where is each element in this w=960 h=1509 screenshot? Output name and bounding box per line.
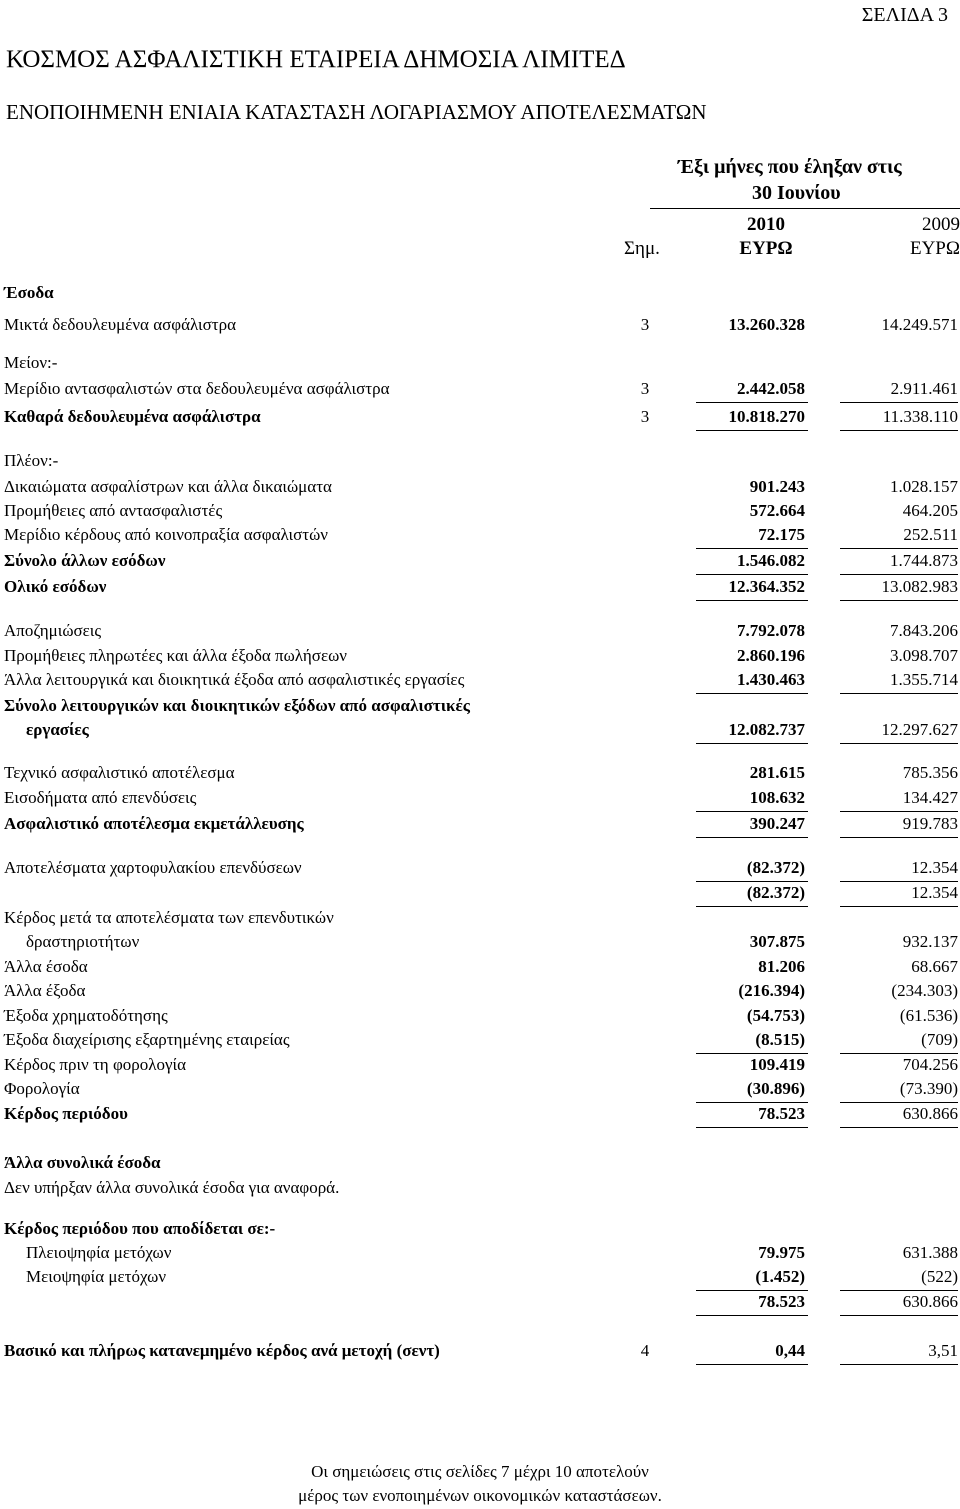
statement-row <box>0 352 960 374</box>
value-2009: 68.667 <box>911 957 958 976</box>
underline-2010 <box>696 574 808 575</box>
row-label: Προμήθειες από αντασφαλιστές <box>4 501 223 520</box>
statement-row <box>0 476 960 498</box>
value-2009: 134.427 <box>902 788 958 807</box>
value-2010: 10.818.270 <box>728 407 805 426</box>
value-2010: 78.523 <box>758 1292 805 1311</box>
row-label: Έξοδα χρηματοδότησης <box>4 1006 168 1025</box>
value-2010: 390.247 <box>749 814 805 833</box>
underline-2010 <box>696 600 808 601</box>
row-label: Καθαρά δεδουλευμένα ασφάλιστρα <box>4 407 261 426</box>
value-2010: 572.664 <box>749 501 805 520</box>
value-2010: 2.860.196 <box>737 646 805 665</box>
value-2009: 1.744.873 <box>890 551 958 570</box>
row-label: Μερίδιο αντασφαλιστών στα δεδουλευμένα ασφάλιστρα <box>4 379 390 398</box>
statement-row <box>0 378 960 400</box>
row-note: 3 <box>640 315 650 334</box>
row-label: Μερίδιο κέρδους από κοινοπραξία ασφαλιστών <box>4 525 328 544</box>
footer-note-line2: μέρος των ενοποιημένων οικονομικών καταστάσεων. <box>298 1486 662 1505</box>
statement-row <box>0 1054 960 1076</box>
row-label: Αποζημιώσεις <box>4 621 102 640</box>
value-2010: (82.372) <box>746 883 805 902</box>
row-label: Άλλα συνολικά έσοδα <box>4 1153 161 1172</box>
statement-row <box>0 1266 960 1288</box>
value-2009: 2.911.461 <box>890 379 958 398</box>
value-2010: 13.260.328 <box>728 315 805 334</box>
row-label: Κέρδος μετά τα αποτελέσματα των επενδυτικών <box>4 908 334 927</box>
statement-row <box>0 550 960 572</box>
statement-row <box>0 1340 960 1362</box>
value-2010: 12.082.737 <box>728 720 805 739</box>
row-label: Μικτά δεδουλευμένα ασφάλιστρα <box>4 315 236 334</box>
underline-2010 <box>696 1315 808 1316</box>
row-label: Έξοδα διαχείρισης εξαρτημένης εταιρείας <box>4 1030 290 1049</box>
value-2010: 1.430.463 <box>737 670 805 689</box>
row-label: Δικαιώματα ασφαλίστρων και άλλα δικαιώματα <box>4 477 332 496</box>
value-2009: 1.028.157 <box>890 477 958 496</box>
row-label: Τεχνικό ασφαλιστικό αποτέλεσμα <box>4 763 235 782</box>
row-label: Εισοδήματα από επενδύσεις <box>4 788 197 807</box>
underline-2010 <box>696 402 808 403</box>
value-2009: 630.866 <box>902 1292 958 1311</box>
value-2010: (1.452) <box>755 1267 805 1286</box>
underline-2009 <box>840 743 958 744</box>
value-2009: 3.098.707 <box>890 646 958 665</box>
row-label: Μείον:- <box>4 353 58 372</box>
value-2009: 12.354 <box>911 883 958 902</box>
value-2010: 78.523 <box>758 1104 805 1123</box>
row-label: Ασφαλιστικό αποτέλεσμα εκμετάλλευσης <box>4 814 304 833</box>
value-2009: (73.390) <box>899 1079 958 1098</box>
value-2009: 252.511 <box>903 525 958 544</box>
value-2009: 919.783 <box>902 814 958 833</box>
statement-row <box>0 857 960 879</box>
value-2010: 281.615 <box>749 763 805 782</box>
underline-2010 <box>696 430 808 431</box>
period-heading: Έξι μήνες που έληξαν στις <box>678 156 902 178</box>
value-2009: 932.137 <box>902 932 958 951</box>
value-2009: 7.843.206 <box>890 621 958 640</box>
row-label: Προμήθειες πληρωτέες και άλλα έξοδα πωλήσεων <box>4 646 347 665</box>
underline-2010 <box>696 1127 808 1128</box>
underline-2010 <box>696 548 808 549</box>
row-label: εργασίες <box>26 720 89 739</box>
value-2010: 79.975 <box>758 1243 805 1262</box>
value-2009: (522) <box>921 1267 958 1286</box>
underline-2009 <box>840 574 958 575</box>
statement-row <box>0 762 960 784</box>
underline-2010 <box>696 743 808 744</box>
value-2010: 2.442.058 <box>737 379 805 398</box>
value-2009: (61.536) <box>899 1006 958 1025</box>
row-label: δραστηριοτήτων <box>26 932 140 951</box>
underline-2009 <box>840 402 958 403</box>
page-number: ΣΕΛΙΔΑ 3 <box>861 4 948 26</box>
underline-2009 <box>840 1315 958 1316</box>
row-label: Μειοψηφία μετόχων <box>26 1267 167 1286</box>
statement-row <box>0 719 960 741</box>
statement-row <box>0 620 960 642</box>
underline-2009 <box>840 811 958 812</box>
value-2010: 108.632 <box>749 788 805 807</box>
row-label: Βασικό και πλήρως κατανεμημένο κέρδος ανά μετοχή (σεντ) <box>4 1341 440 1360</box>
value-2010: (8.515) <box>755 1030 805 1049</box>
row-label: Αποτελέσματα χαρτοφυλακίου επενδύσεων <box>4 858 302 877</box>
year-2009-header: 2009 <box>922 214 960 235</box>
value-2009: 13.082.983 <box>881 577 958 596</box>
note-column-header: Σημ. <box>624 238 660 259</box>
underline-2010 <box>696 811 808 812</box>
row-note: 3 <box>640 407 650 426</box>
underline-2010 <box>696 1364 808 1365</box>
value-2010: 81.206 <box>758 957 805 976</box>
value-2010: 307.875 <box>749 932 805 951</box>
row-label: Σύνολο άλλων εσόδων <box>4 551 166 570</box>
statement-row <box>0 314 960 336</box>
statement-row <box>0 406 960 428</box>
value-2010: (82.372) <box>746 858 805 877</box>
row-note: 3 <box>640 379 650 398</box>
underline-2009 <box>840 837 958 838</box>
statement-row <box>0 882 960 904</box>
row-label: Έσοδα <box>4 283 54 302</box>
row-label: Κέρδος πριν τη φορολογία <box>4 1055 186 1074</box>
statement-row <box>0 669 960 691</box>
value-2010: (54.753) <box>746 1006 805 1025</box>
statement-row <box>0 1242 960 1264</box>
value-2010: 901.243 <box>749 477 805 496</box>
footer-note-line1: Οι σημειώσεις στις σελίδες 7 μέχρι 10 αποτελούν <box>311 1462 649 1481</box>
statement-row <box>0 931 960 953</box>
row-label: Πλέον:- <box>4 451 59 470</box>
underline-2009 <box>840 1127 958 1128</box>
value-2009: 785.356 <box>902 763 958 782</box>
row-label: Άλλα έσοδα <box>4 957 88 976</box>
company-name: ΚΟΣΜΟΣ ΑΣΦΑΛΙΣΤΙΚΗ ΕΤΑΙΡΕΙΑ ΔΗΜΟΣΙΑ ΛΙΜΙΤΕΔ <box>6 46 626 73</box>
value-2009: 630.866 <box>902 1104 958 1123</box>
value-2010: (30.896) <box>746 1079 805 1098</box>
statement-row <box>0 695 960 717</box>
value-2010: 0,44 <box>775 1341 805 1360</box>
currency-2009-header: ΕΥΡΩ <box>909 238 960 259</box>
statement-row <box>0 1291 960 1313</box>
statement-row <box>0 956 960 978</box>
statement-row <box>0 500 960 522</box>
underline-2009 <box>840 600 958 601</box>
row-note: 4 <box>640 1341 650 1360</box>
statement-row <box>0 524 960 546</box>
currency-2010-header: ΕΥΡΩ <box>739 238 793 259</box>
year-2010-header: 2010 <box>747 214 785 235</box>
statement-row <box>0 787 960 809</box>
row-label: Δεν υπήρξαν άλλα συνολικά έσοδα για αναφορά. <box>4 1178 340 1197</box>
header-rule <box>650 208 960 209</box>
value-2010: 7.792.078 <box>737 621 805 640</box>
value-2010: (216.394) <box>738 981 805 1000</box>
statement-row <box>0 1103 960 1125</box>
statement-row <box>0 576 960 598</box>
statement-row <box>0 1152 960 1174</box>
value-2009: 1.355.714 <box>890 670 958 689</box>
row-label: Πλειοψηφία μετόχων <box>26 1243 172 1262</box>
row-label: Άλλα λειτουργικά και διοικητικά έξοδα από ασφαλιστικές εργασίες <box>4 670 465 689</box>
statement-row <box>0 1218 960 1240</box>
statement-row <box>0 282 960 304</box>
underline-2010 <box>696 693 808 694</box>
row-label: Κέρδος περιόδου που αποδίδεται σε:- <box>4 1219 276 1238</box>
row-label: Σύνολο λειτουργικών και διοικητικών εξόδων από ασφαλιστικές <box>4 696 470 715</box>
underline-2009 <box>840 693 958 694</box>
value-2009: 704.256 <box>902 1055 958 1074</box>
row-label: Άλλα έξοδα <box>4 981 86 1000</box>
statement-row <box>0 450 960 472</box>
value-2010: 1.546.082 <box>737 551 805 570</box>
statement-row <box>0 1078 960 1100</box>
row-label: Κέρδος περιόδου <box>4 1104 128 1123</box>
underline-2010 <box>696 837 808 838</box>
value-2009: (709) <box>921 1030 958 1049</box>
period-date: 30 Ιουνίου <box>752 182 841 204</box>
value-2009: 464.205 <box>902 501 958 520</box>
statement-row <box>0 907 960 929</box>
value-2010: 72.175 <box>758 525 805 544</box>
statement-row <box>0 1005 960 1027</box>
value-2010: 12.364.352 <box>728 577 805 596</box>
value-2009: 12.354 <box>911 858 958 877</box>
statement-row <box>0 813 960 835</box>
row-label: Φορολογία <box>4 1079 80 1098</box>
statement-row <box>0 645 960 667</box>
value-2009: 631.388 <box>902 1243 958 1262</box>
value-2009: 14.249.571 <box>881 315 958 334</box>
value-2009: 11.338.110 <box>882 407 958 426</box>
statement-row <box>0 1029 960 1051</box>
underline-2009 <box>840 1364 958 1365</box>
underline-2009 <box>840 548 958 549</box>
underline-2009 <box>840 430 958 431</box>
statement-title: ΕΝΟΠΟΙΗΜΕΝΗ ΕΝΙΑΙΑ ΚΑΤΑΣΤΑΣΗ ΛΟΓΑΡΙΑΣΜΟΥ ΑΠΟΤΕΛΕΣΜΑΤΩΝ <box>6 100 707 124</box>
statement-row <box>0 980 960 1002</box>
value-2009: 3,51 <box>928 1341 958 1360</box>
value-2009: (234.303) <box>891 981 958 1000</box>
value-2009: 12.297.627 <box>881 720 958 739</box>
row-label: Ολικό εσόδων <box>4 577 107 596</box>
value-2010: 109.419 <box>749 1055 805 1074</box>
statement-row <box>0 1177 960 1199</box>
